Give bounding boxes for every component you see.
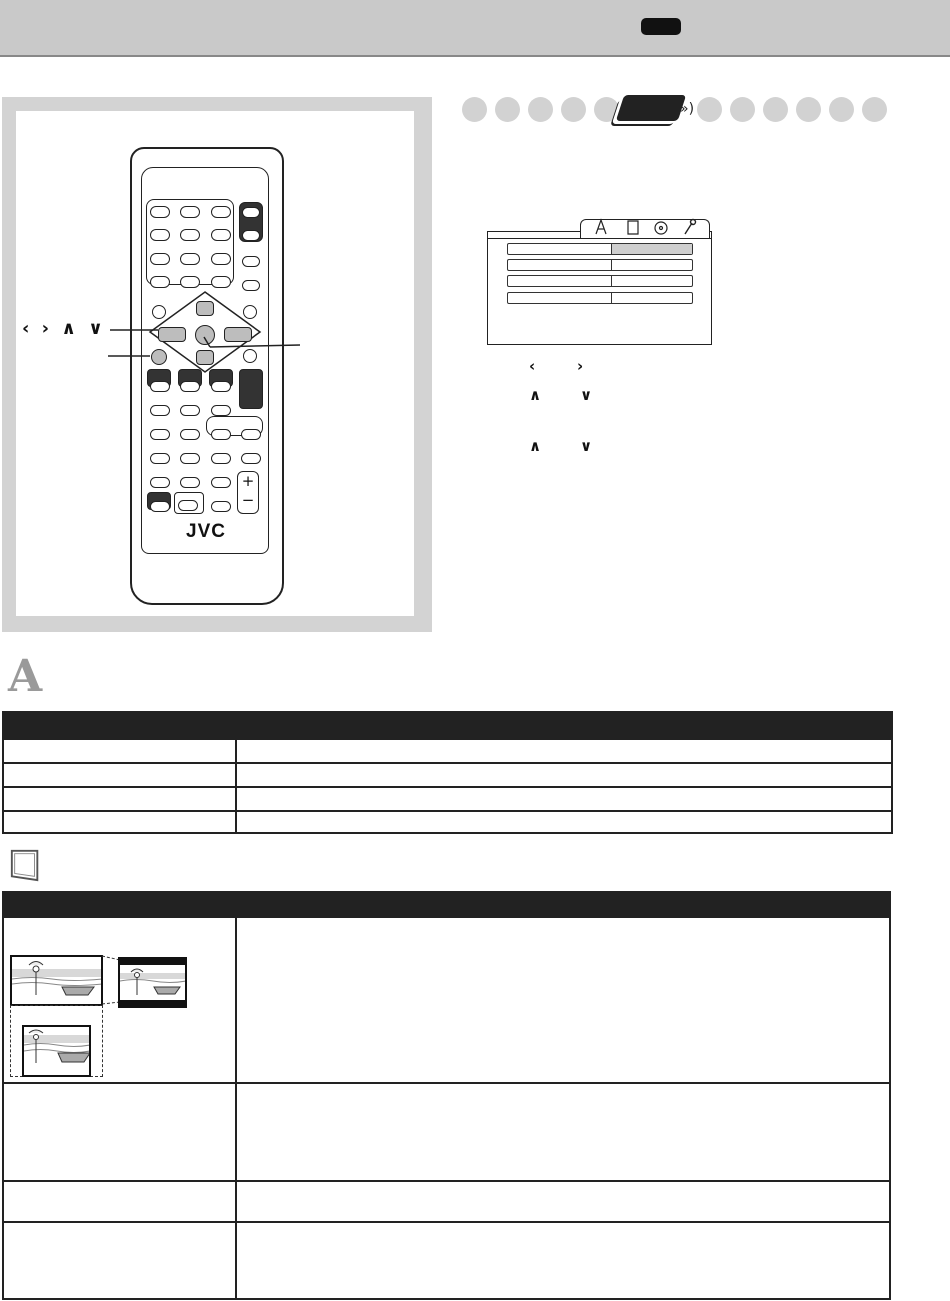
remote-key [150, 501, 170, 512]
remote-key [150, 381, 170, 392]
wave-icon: ») [680, 101, 695, 117]
remote-key [150, 206, 170, 218]
widescreen-picture-illustration [10, 955, 103, 1006]
table-row-divider [4, 1082, 889, 1084]
callout-lines [100, 325, 310, 365]
remote-key [150, 405, 170, 416]
language-section-icon: A [8, 651, 43, 702]
remote-key [180, 453, 200, 464]
remote-key [178, 500, 198, 511]
table-column-divider [235, 740, 237, 832]
remote-key [150, 276, 170, 288]
remote-key [241, 429, 261, 440]
remote-key [152, 305, 166, 319]
arrow-keys-label: ‹ › ∧ ∨ [22, 318, 106, 339]
remote-key [180, 405, 200, 416]
remote-key [243, 305, 257, 319]
remote-key [180, 253, 200, 265]
setup-menu-tab-icons [595, 218, 710, 236]
step-circle [829, 97, 854, 122]
remote-key [211, 229, 231, 241]
wrench-tab-icon [685, 220, 696, 235]
step-circle [594, 97, 619, 122]
step-circle [763, 97, 788, 122]
down-arrow-glyph: ∨ [580, 437, 593, 455]
remote-key [180, 276, 200, 288]
remote-key [211, 381, 231, 392]
setup-menu-row-value [611, 276, 692, 286]
header-badge [641, 18, 681, 35]
remote-key [211, 405, 231, 416]
remote-key [211, 206, 231, 218]
remote-key [242, 256, 260, 267]
remote-key [211, 276, 231, 288]
picture-section-icon [10, 848, 42, 882]
remote-key [239, 369, 263, 409]
table-row-divider [4, 810, 891, 812]
remote-key [241, 453, 261, 464]
beach-scene-image [24, 1027, 90, 1075]
step-circle [730, 97, 755, 122]
table-header [4, 893, 889, 918]
remote-key [180, 229, 200, 241]
up-arrow-glyph: ∧ [529, 437, 542, 455]
setup-menu-row-value [611, 260, 692, 270]
setup-menu-row [507, 259, 693, 271]
table-column-divider [235, 918, 237, 1298]
setup-menu-row-value [611, 244, 692, 254]
remote-key [242, 207, 260, 218]
table-header [4, 713, 891, 740]
step-circle [528, 97, 553, 122]
up-arrow-key [196, 301, 214, 316]
remote-key [150, 453, 170, 464]
beach-scene-image [12, 957, 102, 1005]
setup-menu-row [507, 243, 693, 255]
step-circle [697, 97, 722, 122]
letterbox-picture-illustration [118, 957, 187, 1008]
minus-icon: − [241, 491, 255, 509]
setup-menu-row [507, 275, 693, 287]
picture-tab-icon [628, 221, 638, 234]
right-arrow-glyph: › [577, 357, 584, 375]
plus-icon: + [241, 472, 255, 490]
step-circle [862, 97, 887, 122]
remote-key [211, 501, 231, 512]
remote-key [211, 253, 231, 265]
table-row-divider [4, 762, 891, 764]
header-rule [0, 55, 950, 57]
jvc-logo: JVC [186, 521, 226, 542]
picture-settings-table [2, 891, 891, 1300]
table-row-divider [4, 1221, 889, 1223]
remote-key [211, 453, 231, 464]
setup-menu-row-value [611, 293, 692, 303]
step-circle [796, 97, 821, 122]
left-arrow-glyph: ‹ [529, 357, 536, 375]
setup-menu-row [507, 292, 693, 304]
remote-key [180, 477, 200, 488]
audio-tab-icon [655, 222, 667, 234]
step-circle [495, 97, 520, 122]
up-arrow-glyph: ∧ [529, 386, 542, 404]
language-tab-icon [596, 220, 606, 234]
remote-key [150, 253, 170, 265]
step-circle [462, 97, 487, 122]
remote-key [150, 477, 170, 488]
pan-scan-picture-illustration [22, 1025, 91, 1077]
remote-key [211, 429, 231, 440]
table-row-divider [4, 1180, 889, 1182]
language-settings-table [2, 711, 893, 834]
remote-key [150, 229, 170, 241]
header-band [0, 0, 950, 55]
table-row-divider [4, 786, 891, 788]
down-arrow-glyph: ∨ [580, 386, 593, 404]
remote-key [180, 381, 200, 392]
step-circle [561, 97, 586, 122]
remote-key [211, 477, 231, 488]
remote-key [242, 230, 260, 241]
remote-key [150, 429, 170, 440]
remote-key [180, 429, 200, 440]
remote-key [180, 206, 200, 218]
mode-badge [616, 95, 686, 121]
